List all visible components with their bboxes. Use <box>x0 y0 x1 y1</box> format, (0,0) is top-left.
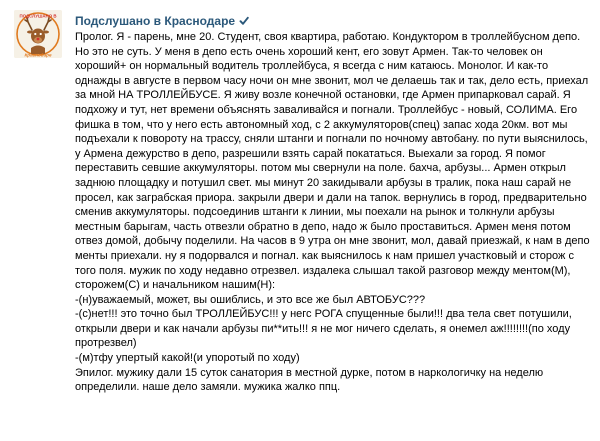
post-paragraph-epilogue: Эпилог. мужику дали 15 суток санатория в местной дурке, потом в наркологичку на неделю определили. наше дело замяли. мужика жалко ппц. <box>75 366 544 394</box>
deer-mascot-icon <box>14 10 62 58</box>
post-paragraph-dialogue-1: -(н)уважаемый, может, вы ошиблись, и это все же был АВТОБУС??? <box>75 293 426 306</box>
post-paragraph-dialogue-3: -(м)тфу упертый какой!(и упоротый по ходу) <box>75 352 300 365</box>
avatar-caption-bottom: Краснодаре <box>24 52 52 58</box>
avatar-caption-top: ПОДСЛУШАНО В <box>19 13 57 19</box>
post-header <box>75 12 249 30</box>
group-avatar[interactable] <box>14 10 62 58</box>
post-paragraph-dialogue-2: -(с)нет!!! это точно был ТРОЛЛЕЙБУС!!! у негс РОГА спущенные были!!! два тела свет потушили, открыли двери и как начали арбузы пи**ить!!! я не мог ничего сделать, я онемел аж!!!!!!!!(по ходу протрезвел) <box>75 308 572 350</box>
post-text <box>75 30 593 395</box>
post-paragraph-main: Пролог. Я - парень, мне 20. Студент, своя квартира, работаю. Кондуктором в троллейбусном депо. Но это не суть. У меня в депо есть очень хороший кент, его зовут Армен. Так-то человек он хороший+ он нормальный водитель троллейбуса, я всегда с ним катаюсь. Монолог. И как-то однажды в августе в первом часу ночи он мне звонит, мол че делаешь так и так, дело есть, приехал за мной НА ТРОЛЛЕЙБУСЕ. Я живу возле конечной остановки, где Армен припарковал сарай. Я подхожу и тут, нет времени объяснять заваливайся и погнали. Троллейбус - новый, СОЛИМА. Его фишка в том, что у него есть автономный ход, с 2 аккумуляторов(спец) запас хода 20км. вот мы подъехали к повороту на трассу, сняли штанги и погнали по ночному автобану. по пути выяснилось, у Армена дежурство в депо, разрешили взять сарай покататься. Выехали за город. Я помог переставить севшие аккумуляторы. потом мы свернули на поле. бахча, арбузы... Армен открыл заднюю площадку и потушил свет. мы минут 20 закидывали арбузы в тралик, пока наш сарай не просел, как заграбская приора. закрыли двери и дали на тапок. вернулись в город, предварительно сменив аккумуляторы. подсоединив штанги к линии, мы поехали на рынок и толкнули арбузы местным барыгам, часть отвезли обратно в депо, надо ж было проставиться. Армен меня потом отвез домой, добычу поделили. На часов в 9 утра он мне звонит, мол, давай приезжай, к нам в депо менты приехали. ну я подорвался и погнал. как выяснилось к нам пришел участковый и сторож с того поля. мужик по ходу недавно отрезвел. издалека слышал такой разговор между ментом(М), сторожем(С) и начальником нашим(Н): <box>75 31 590 292</box>
group-name-link[interactable]: Подслушано в Краснодаре <box>75 14 236 28</box>
checkmark-icon <box>239 16 249 26</box>
